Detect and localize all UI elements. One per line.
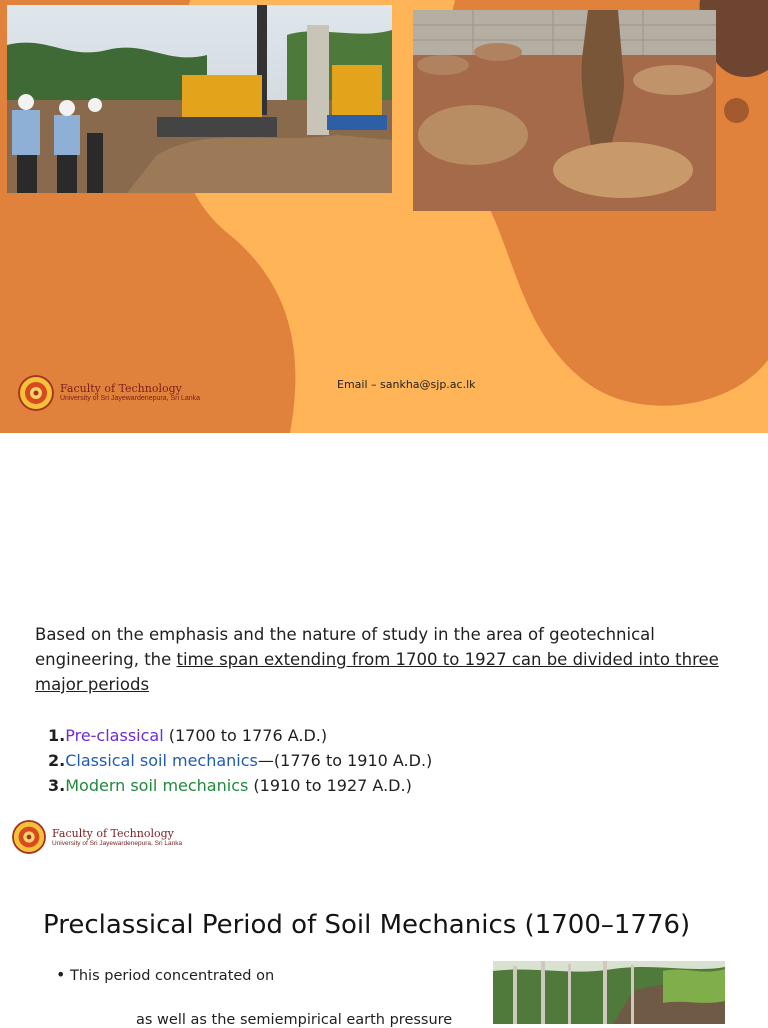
list-number: 3. bbox=[48, 776, 66, 795]
decorative-dot bbox=[724, 98, 749, 123]
period-range: (1910 to 1927 A.D.) bbox=[248, 776, 412, 795]
bullet-text: This period concentrated on bbox=[70, 968, 275, 984]
auger-drill-photo bbox=[413, 10, 716, 211]
list-number: 1. bbox=[48, 726, 66, 745]
intro-text: Based on the emphasis and the nature of study in the area of geotechnical engineering, the bbox=[35, 625, 655, 669]
intro-underlined-text: time span extending from 1700 to 1927 can be divided into three major periods bbox=[35, 650, 719, 694]
logo-subtitle: University of Sri Jayewardenepura, Sri Lanka bbox=[52, 839, 183, 847]
list-item bbox=[48, 773, 432, 798]
faculty-logo-footer bbox=[12, 820, 182, 854]
university-seal-icon bbox=[18, 375, 54, 411]
logo-subtitle: University of Sri Jayewardenepura, Sri Lanka bbox=[60, 395, 201, 403]
title-slide bbox=[0, 0, 768, 433]
period-name-preclassical: Pre-classical bbox=[65, 726, 164, 745]
period-name-modern: Modern soil mechanics bbox=[65, 776, 249, 795]
bullet-icon: • bbox=[56, 965, 66, 984]
intro-paragraph bbox=[35, 622, 735, 697]
email-address: Email – sankha@sjp.ac.lk bbox=[337, 378, 476, 391]
period-range: —(1776 to 1910 A.D.) bbox=[257, 751, 433, 770]
university-seal-icon bbox=[12, 820, 46, 854]
period-name-classical: Classical soil mechanics bbox=[65, 751, 258, 770]
slope-photo bbox=[493, 961, 725, 1024]
bullet-continuation-text: as well as the semiempirical earth pressure bbox=[136, 1012, 453, 1028]
bullet-item bbox=[56, 965, 274, 984]
logo-title: Faculty of Technology bbox=[52, 826, 174, 840]
period-range: (1700 to 1776 A.D.) bbox=[163, 726, 328, 745]
list-item bbox=[48, 748, 432, 773]
list-number: 2. bbox=[48, 751, 66, 770]
logo-title: Faculty of Technology bbox=[60, 382, 182, 396]
slide-title: Preclassical Period of Soil Mechanics (1700–1776) bbox=[43, 910, 691, 940]
construction-site-photo bbox=[7, 5, 392, 193]
list-item bbox=[48, 723, 432, 748]
periods-list bbox=[48, 723, 432, 798]
faculty-logo bbox=[18, 375, 200, 411]
